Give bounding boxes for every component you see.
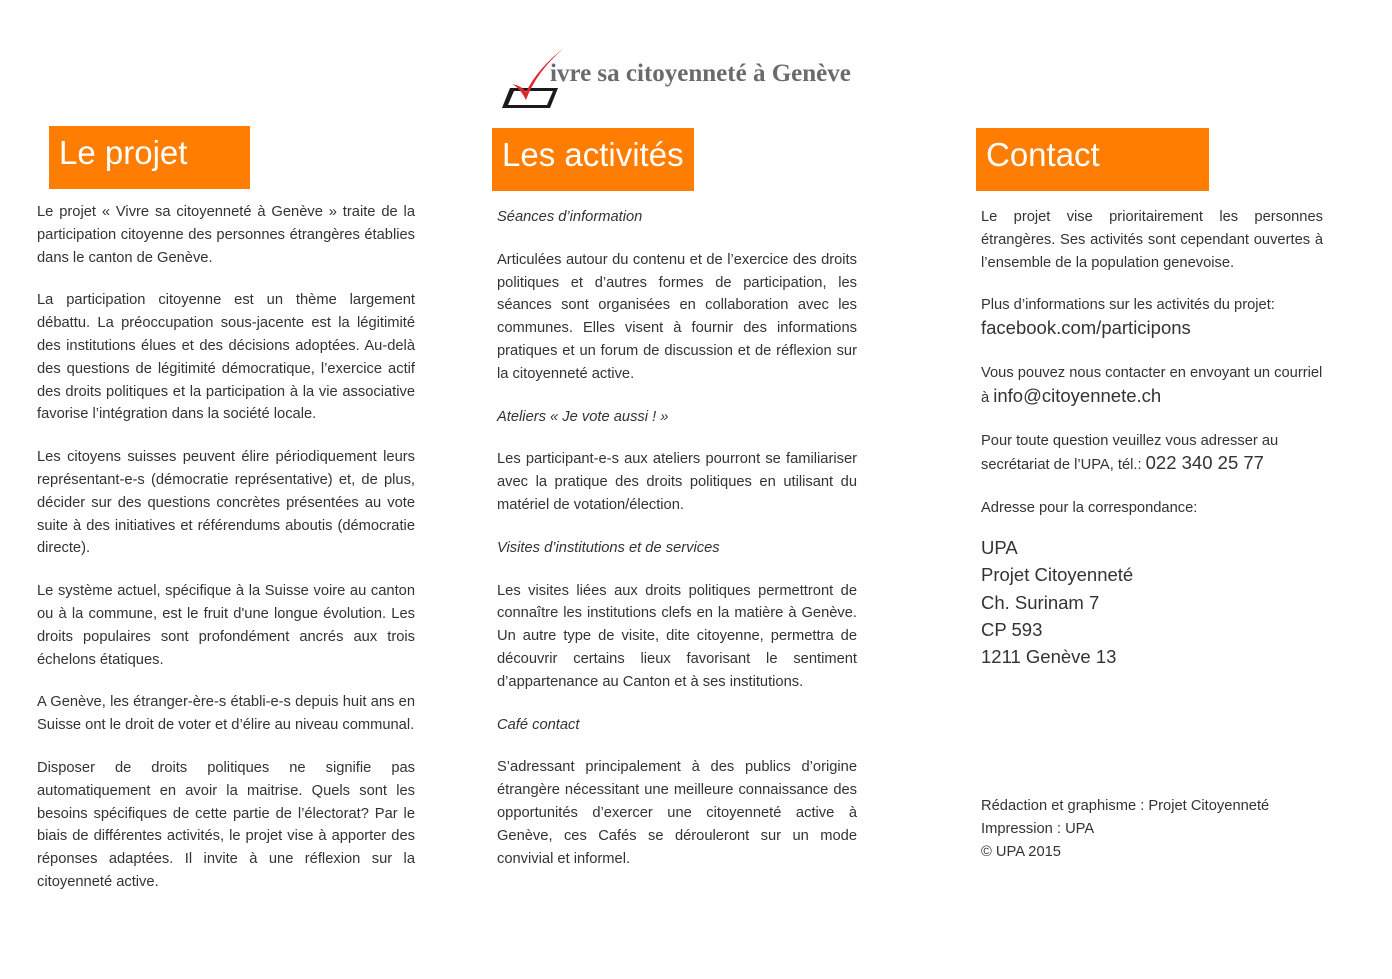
address-label: Adresse pour la correspondance: (981, 500, 1198, 517)
email-paragraph (981, 362, 1323, 410)
more-info-label: Plus d’informations sur les activités du projet: (981, 297, 1275, 314)
contact-intro: Le projet vise prioritairement les personnes étrangères. Ses activités sont cependant ouvertes à l’ensemble de la population genevoise. (981, 209, 1323, 271)
address-line: UPA (981, 536, 1018, 558)
activity-subtitle: Café contact (497, 716, 580, 733)
heading-projet: Le projet (49, 126, 250, 189)
logo (500, 44, 920, 114)
footer-line: © UPA 2015 (981, 844, 1061, 860)
phone-number[interactable]: 022 340 25 77 (1145, 452, 1264, 474)
address-line: Projet Citoyenneté (981, 564, 1134, 586)
projet-body (37, 201, 415, 914)
facebook-link[interactable]: facebook.com/participons (981, 317, 1191, 339)
paragraph: A Genève, les étranger-ère-s établi-e-s depuis huit ans en Suisse ont le droit de voter et d’élire au niveau communal. (37, 694, 415, 734)
activity-text: Les visites liées aux droits politiques permettront de connaître les institutions clefs en la matière à Genève. Un autre type de visite, dite citoyenne, permettra de découvrir certains lieux favorisant le sentiment d’appartenance au Canton et à ses institutions. (497, 582, 857, 690)
contact-body (981, 206, 1323, 670)
footer-line: Impression : UPA (981, 821, 1095, 837)
email-label: Vous pouvez nous contacter en envoyant un courriel à (981, 364, 1323, 406)
more-info (981, 294, 1323, 342)
paragraph: La participation citoyenne est un thème largement débattu. La préoccupation sous-jacente est la légitimité des institutions élues et des décisions adoptées. Au-delà des questions de légitimité démocratique, l’exercice actif des droits politiques et la participation à la vie associative favorise l’intégration dans la société locale. (37, 292, 415, 423)
activity-text: Les participant-e-s aux ateliers pourront se familiariser avec la pratique des droits politiques en utilisant du matériel de votation/élection. (497, 451, 857, 513)
paragraph: Les citoyens suisses peuvent élire périodiquement leurs représentant-e-s (démocratie représentative) et, de plus, décider sur des questions concrètes présentées au vote suite à des initiatives et référendums aboutis (démocratie directe). (37, 449, 415, 557)
activites-body (497, 206, 857, 890)
phone-label: Pour toute question veuillez vous adresser au secrétariat de l’UPA, tél.: (981, 432, 1279, 474)
phone-paragraph (981, 430, 1323, 478)
activity-text: S’adressant principalement à des publics d’origine étrangère nécessitant une meilleure connaissance des opportunités d’exercer une citoyenneté active à Genève, ces Cafés se dérouleront sur un mode convivial et informel. (497, 759, 857, 867)
paragraph: Le projet « Vivre sa citoyenneté à Genève » traite de la participation citoyenne des personnes étrangères établies dans le canton de Genève. (37, 204, 415, 266)
paragraph: Le système actuel, spécifique à la Suisse voire au canton ou à la commune, est le fruit d'une longue évolution. Les droits populaires sont profondément ancrés aux trois échelons étatiques. (37, 583, 415, 668)
activity-subtitle: Ateliers « Je vote aussi ! » (497, 408, 669, 425)
page-title: ivre sa citoyenneté à Genève (550, 60, 851, 87)
heading-activites: Les activités (492, 128, 694, 191)
activity-subtitle: Visites d’institutions et de services (497, 539, 720, 556)
footer-line: Rédaction et graphisme : Projet Citoyenneté (981, 798, 1270, 814)
heading-contact: Contact (976, 128, 1209, 191)
activity-text: Articulées autour du contenu et de l’exercice des droits politiques et d’autres formes de participation, les séances sont organisées en collaboration avec les communes. Elles visent à fournir des informations pratiques et un forum de discussion et de réflexion sur la citoyenneté active. (497, 251, 857, 382)
address (981, 534, 1323, 670)
email-link[interactable]: info@citoyennete.ch (993, 384, 1162, 406)
paragraph: Disposer de droits politiques ne signifie pas automatiquement en avoir la maitrise. Quels sont les besoins spécifiques de cette partie de l’électorat? Par le biais de différentes activités, le projet vise à apporter des réponses adaptées. Il invite à une réflexion sur la citoyenneté active. (37, 759, 415, 890)
address-line: Ch. Surinam 7 (981, 591, 1100, 613)
address-line: CP 593 (981, 618, 1043, 640)
footer (981, 795, 1341, 864)
activity-subtitle: Séances d’information (497, 209, 643, 225)
address-line: 1211 Genève 13 (981, 646, 1117, 668)
